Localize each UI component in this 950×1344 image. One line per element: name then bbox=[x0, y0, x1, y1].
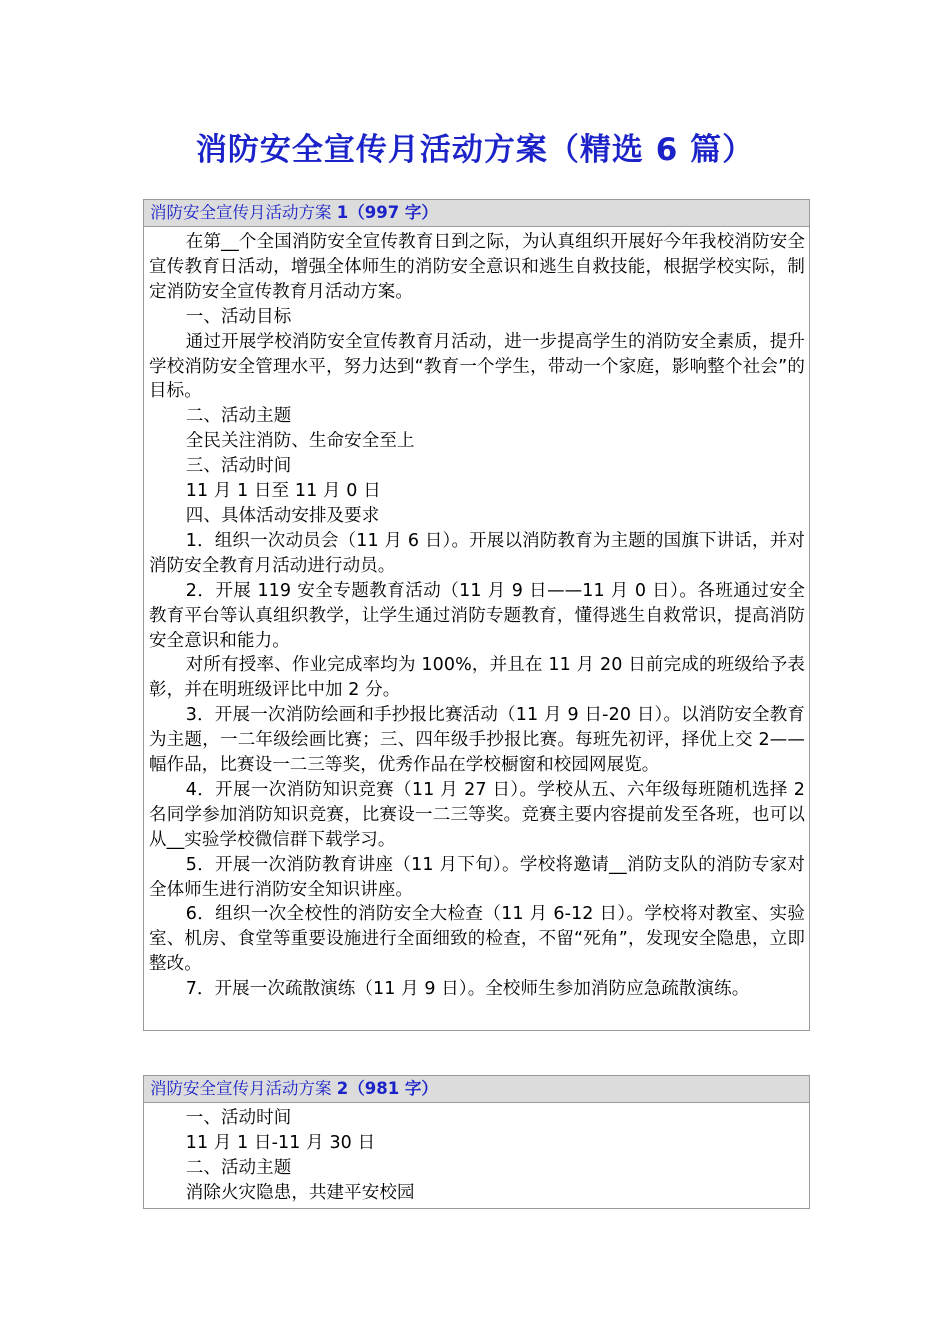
section-1-header-count: 1（997 字） bbox=[336, 203, 438, 222]
paragraph: 通过开展学校消防安全宣传教育月活动，进一步提高学生的消防安全素质，提升学校消防安全管理水平，努力达到“教育一个学生，带动一个家庭，影响整个社会”的目标。 bbox=[149, 331, 805, 402]
list-item: 3．开展一次消防绘画和手抄报比赛活动（11 月 9 日-20 日）。以消防安全教育为主题，一二年级绘画比赛；三、四年级手抄报比赛。每班先初评，择优上交 2——幅作品，比赛设一二三等奖，优秀作品在学校橱窗和校园网展览。 bbox=[149, 705, 805, 776]
paragraph: 11 月 1 日至 11 月 0 日 bbox=[185, 481, 381, 502]
heading-activity-time: 三、活动时间 bbox=[185, 456, 292, 477]
list-item: 1．组织一次动员会（11 月 6 日）。开展以消防教育为主题的国旗下讲话，并对消防安全教育月活动进行动员。 bbox=[149, 530, 805, 576]
list-item: 6．组织一次全校性的消防安全大检查（11 月 6-12 日）。学校将对教室、实验室、机房、食堂等重要设施进行全面细致的检查，不留“死角”，发现安全隐患，立即整改。 bbox=[149, 904, 805, 975]
heading-activity-time: 一、活动时间 bbox=[185, 1108, 292, 1128]
heading-activity-theme: 二、活动主题 bbox=[185, 406, 292, 427]
list-item: 7．开展一次疏散演练（11 月 9 日）。全校师生参加消防应急疏散演练。 bbox=[185, 979, 750, 1000]
list-item: 2．开展 119 安全专题教育活动（11 月 9 日——11 月 0 日）。各班通过安全教育平台等认真组织教学，让学生通过消防专题教育，懂得逃生自救常识，提高消防安全意识和能力。 bbox=[149, 580, 805, 651]
section-2-header-title: 消防安全宣传月活动方案 bbox=[150, 1079, 337, 1098]
heading-activity-arrangement: 四、具体活动安排及要求 bbox=[185, 505, 380, 526]
list-item: 4．开展一次消防知识竞赛（11 月 27 日）。学校从五、六年级每班随机选择 2 名同学参加消防知识竞赛，比赛设一二三等奖。竞赛主要内容提前发至各班，也可以从__实验学校微信群下载学习。 bbox=[149, 779, 805, 850]
section-2-header-count: 2（981 字） bbox=[336, 1079, 438, 1098]
heading-activity-theme: 二、活动主题 bbox=[185, 1157, 292, 1178]
paragraph: 消除火灾隐患，共建平安校园 bbox=[185, 1182, 415, 1203]
heading-activity-goal: 一、活动目标 bbox=[185, 306, 292, 327]
section-2-header bbox=[144, 1076, 809, 1103]
paragraph: 全民关注消防、生命安全至上 bbox=[185, 431, 415, 452]
section-2-body bbox=[144, 1103, 809, 1206]
section-2 bbox=[143, 1075, 810, 1209]
section-1 bbox=[143, 199, 810, 1031]
paragraph: 11 月 1 日-11 月 30 日 bbox=[185, 1132, 376, 1153]
paragraph: 对所有授率、作业完成率均为 100%，并且在 11 月 20 日前完成的班级给予表彰，并在明班级评比中加 2 分。 bbox=[149, 655, 805, 701]
paragraph: 在第__个全国消防安全宣传教育日到之际，为认真组织开展好今年我校消防安全宣传教育日活动，增强全体师生的消防安全意识和逃生自救技能，根据学校实际，制定消防安全宣传教育月活动方案。 bbox=[149, 232, 805, 302]
section-1-header bbox=[144, 200, 809, 227]
section-1-body bbox=[144, 227, 809, 1002]
list-item: 5．开展一次消防教育讲座（11 月下旬）。学校将邀请__消防支队的消防专家对全体师生进行消防安全知识讲座。 bbox=[149, 854, 805, 900]
section-1-header-title: 消防安全宣传月活动方案 bbox=[150, 203, 337, 222]
document-title: 消防安全宣传月活动方案（精选 6 篇） bbox=[195, 132, 755, 168]
